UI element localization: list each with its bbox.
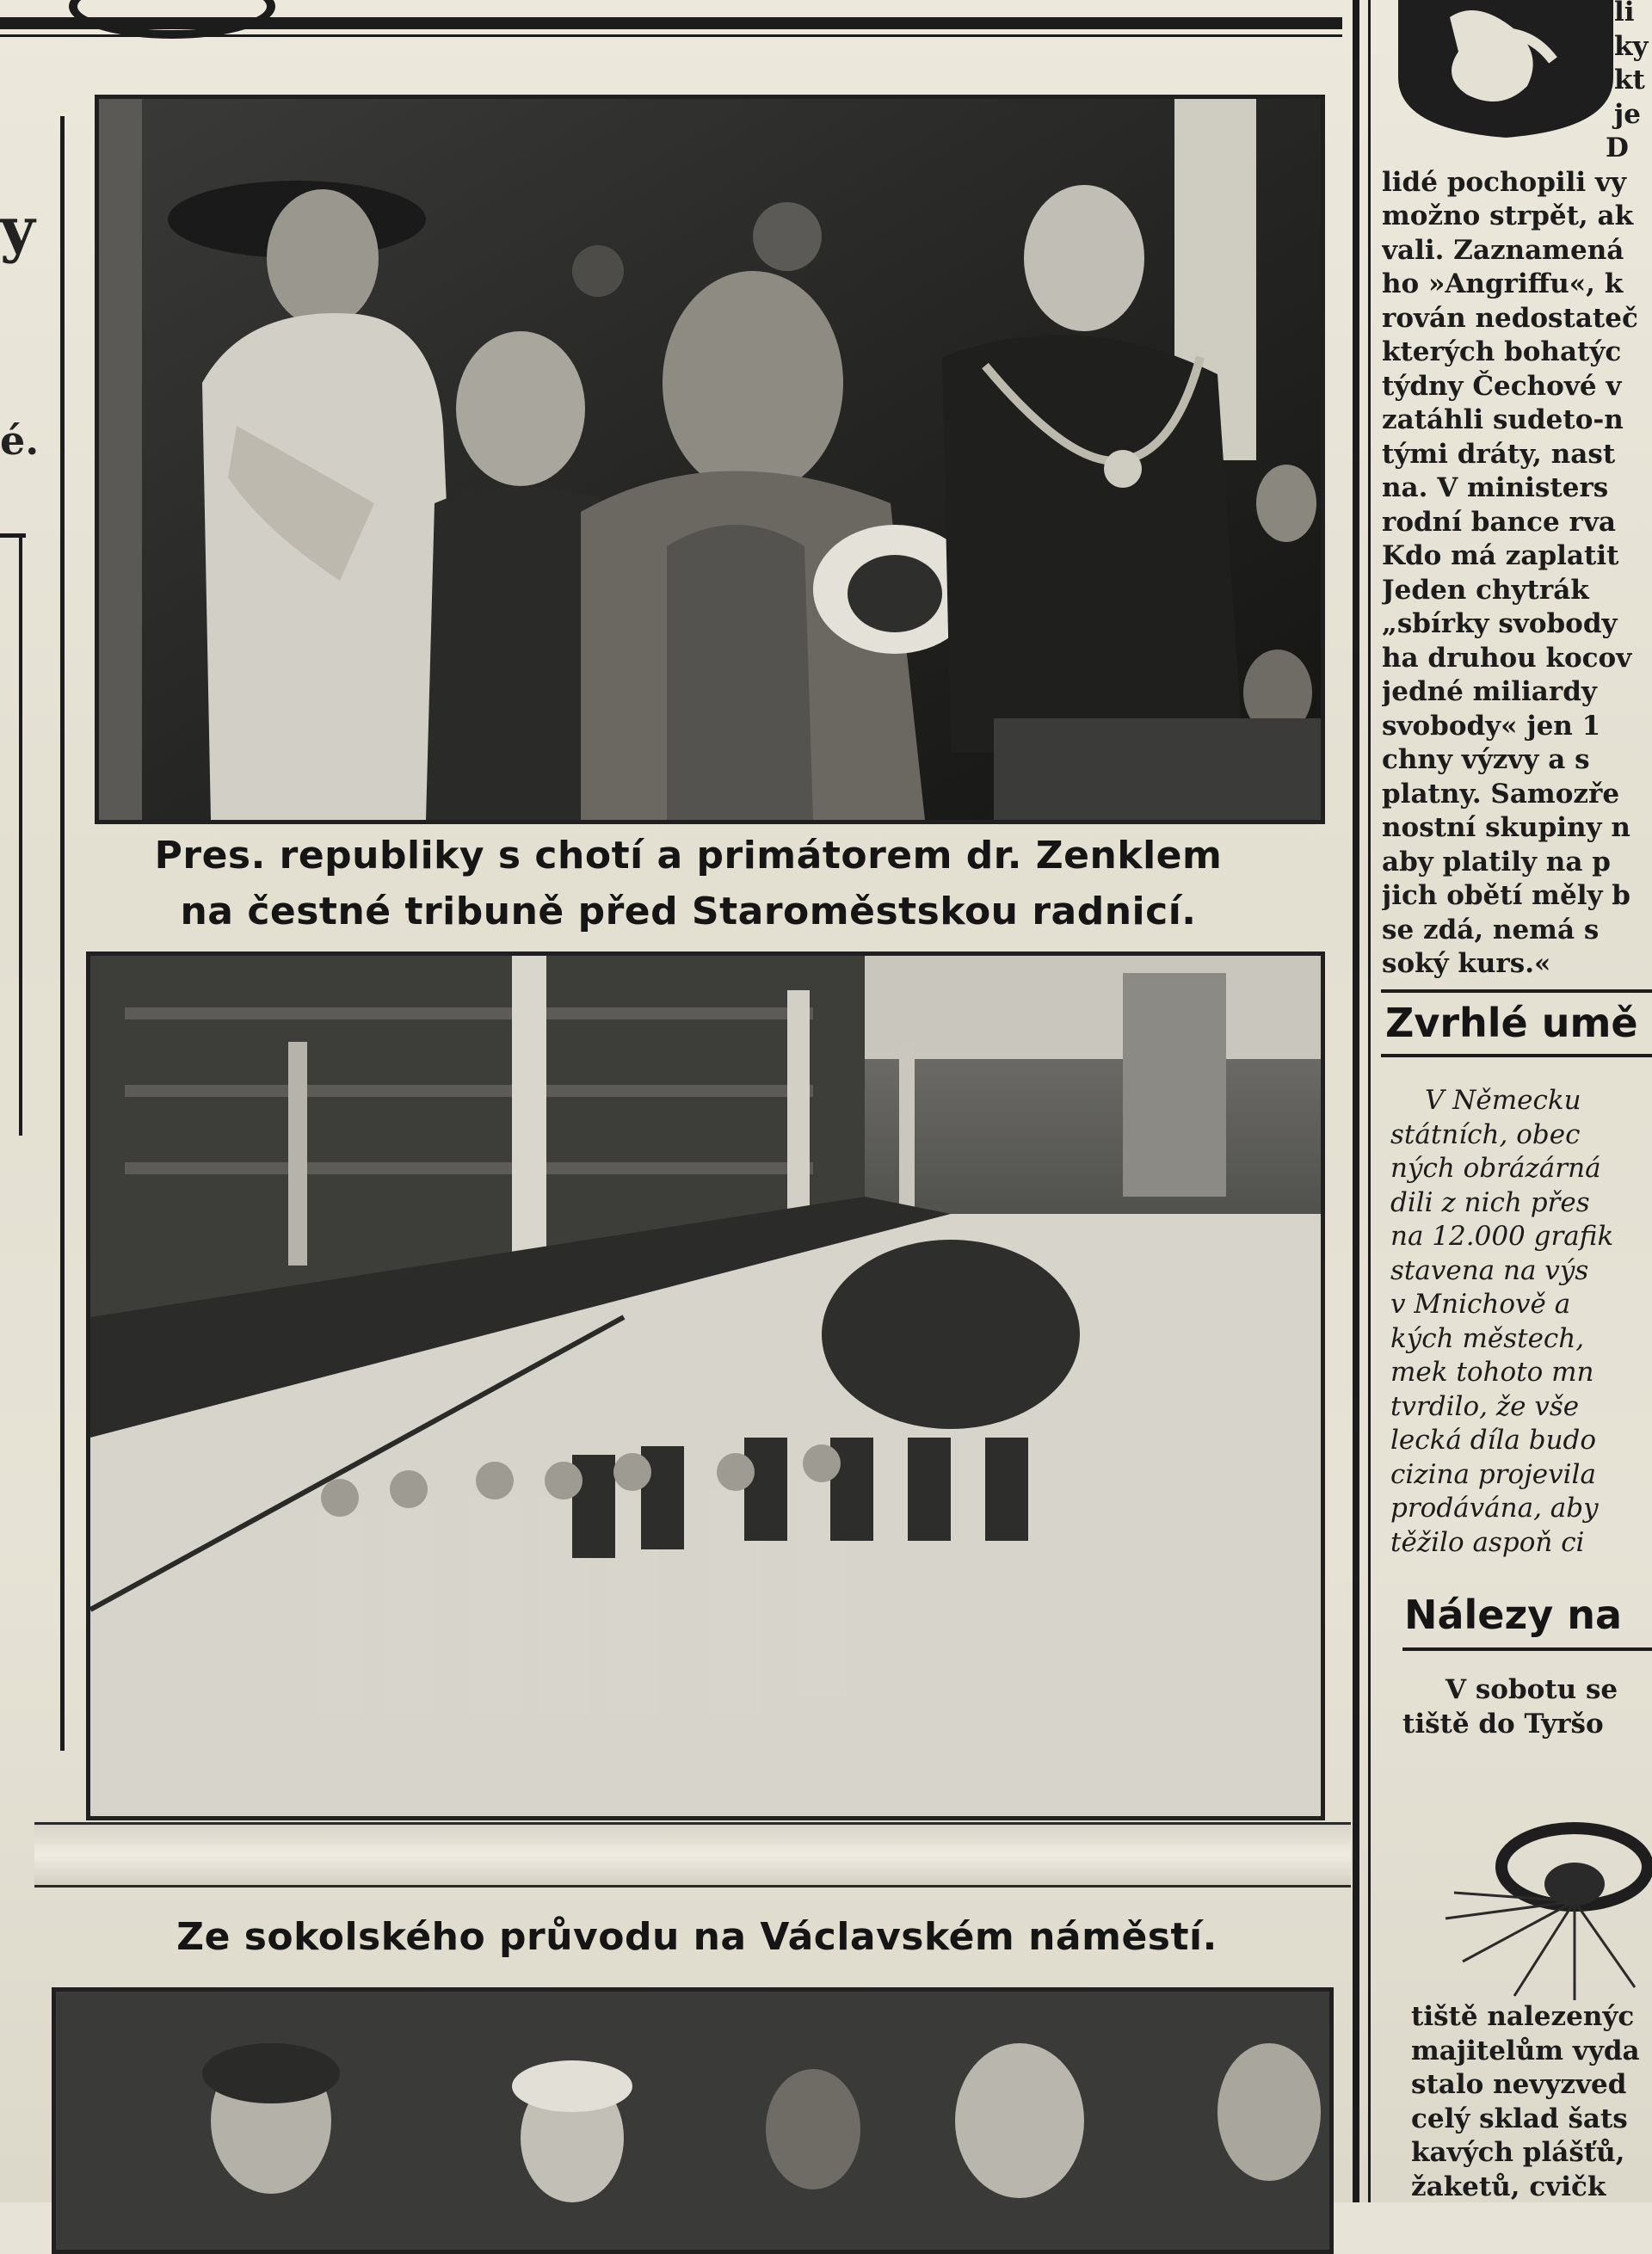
col-line: jich obětí měly b	[1382, 880, 1630, 911]
heading-nalezy: Nálezy na	[1404, 1592, 1623, 1638]
col-line: týdny Čechové v	[1382, 370, 1622, 402]
col-line: tiště do Tyršo	[1402, 1708, 1604, 1740]
masthead-ornament	[69, 0, 275, 39]
col-line: se zdá, nemá s	[1382, 914, 1600, 945]
right-column-text-4	[1411, 2000, 1652, 2204]
section-rule-1	[1381, 989, 1652, 993]
section-rule-1b	[1381, 1054, 1652, 1057]
col-line: ky	[1614, 30, 1649, 62]
col-line: mek tohoto mn	[1390, 1357, 1594, 1388]
section-rule-2	[1402, 1647, 1652, 1651]
col-line: na 12.000 grafik	[1390, 1221, 1614, 1252]
caption-tribune-line1: Pres. republiky s chotí a primátorem dr. Zenklem	[154, 834, 1223, 878]
col-line: D	[1606, 132, 1629, 163]
col-line: kých městech,	[1390, 1322, 1585, 1354]
col-line: li	[1614, 0, 1635, 28]
col-line: kterých bohatýc	[1382, 336, 1622, 367]
col-line: kavých plášťů,	[1411, 2137, 1625, 2168]
col-line: ho »Angriffu«, k	[1382, 268, 1624, 299]
photo-sokol-parade	[86, 951, 1325, 1820]
col-line: zatáhli sudeto-n	[1382, 404, 1624, 435]
col-line: prodávána, aby	[1390, 1493, 1599, 1524]
column-rule-right-thin	[1368, 0, 1371, 2202]
col-line: stalo nevyzved	[1411, 2069, 1627, 2100]
col-line: státních, obec	[1390, 1118, 1581, 1150]
col-line: rodní bance rva	[1382, 506, 1616, 538]
column-rule-right	[1353, 0, 1359, 2202]
photo-women	[52, 1987, 1334, 2254]
right-column-text-2	[1382, 1084, 1652, 1560]
right-column-text-3	[1402, 1673, 1652, 1741]
right-column-text-1	[1382, 0, 1652, 982]
col-line: Jeden chytrák	[1382, 574, 1589, 606]
col-line: lecká díla budo	[1390, 1425, 1597, 1456]
fold-strip	[34, 1822, 1351, 1888]
col-line: majitelům vyda	[1411, 2035, 1640, 2066]
col-line: soký kurs.«	[1382, 948, 1551, 979]
col-line: rován nedostateč	[1382, 302, 1638, 334]
col-line: V sobotu se	[1446, 1674, 1618, 1705]
col-line: chny výzvy a s	[1382, 744, 1590, 775]
col-line: v Mnichově a	[1390, 1289, 1571, 1320]
col-line: je	[1614, 98, 1641, 130]
left-stub-vrule	[19, 533, 22, 1136]
col-line: „sbírky svobody	[1382, 608, 1618, 639]
heading-zvrhle: Zvrhlé umě	[1385, 1000, 1638, 1046]
caption-sokol-parade: Ze sokolského průvodu na Václavském náměstí.	[176, 1915, 1217, 1959]
col-line: lidé pochopili vy	[1382, 166, 1627, 198]
col-line: tými dráty, nast	[1382, 438, 1616, 470]
col-line: kt	[1614, 65, 1645, 95]
left-stub-2: é.	[0, 417, 40, 464]
col-line: platny. Samozře	[1382, 778, 1620, 810]
col-line: žaketů, cvičk	[1411, 2171, 1606, 2202]
photo-tribune	[95, 95, 1325, 824]
col-line: možno strpět, ak	[1382, 200, 1634, 231]
col-line: jedné miliardy	[1382, 676, 1597, 707]
left-stub-1: y	[0, 194, 35, 265]
col-line: tvrdilo, že vše	[1390, 1390, 1580, 1422]
col-line: stavena na výs	[1390, 1254, 1589, 1286]
col-line: Kdo má zaplatit	[1382, 540, 1619, 571]
ring-icon	[1428, 1798, 1652, 2005]
col-line: na. V ministers	[1382, 472, 1609, 503]
col-line: ných obrázárná	[1390, 1153, 1601, 1184]
col-line: ha druhou kocov	[1382, 642, 1632, 674]
caption-tribune-line2: na čestné tribuně před Staroměstskou radnicí.	[180, 890, 1197, 933]
col-line: vali. Zaznamená	[1382, 234, 1624, 266]
col-line: cizina projevila	[1390, 1458, 1596, 1490]
col-line: těžilo aspoň ci	[1390, 1526, 1585, 1558]
col-line: nostní skupiny n	[1382, 812, 1630, 843]
col-line: aby platily na p	[1382, 846, 1611, 878]
col-line: tiště nalezenýc	[1411, 2001, 1635, 2032]
col-line: V Německu	[1425, 1085, 1581, 1116]
col-line: dili z nich přes	[1390, 1186, 1590, 1218]
col-line: celý sklad šats	[1411, 2103, 1628, 2134]
col-line: svobody« jen 1	[1382, 710, 1601, 742]
